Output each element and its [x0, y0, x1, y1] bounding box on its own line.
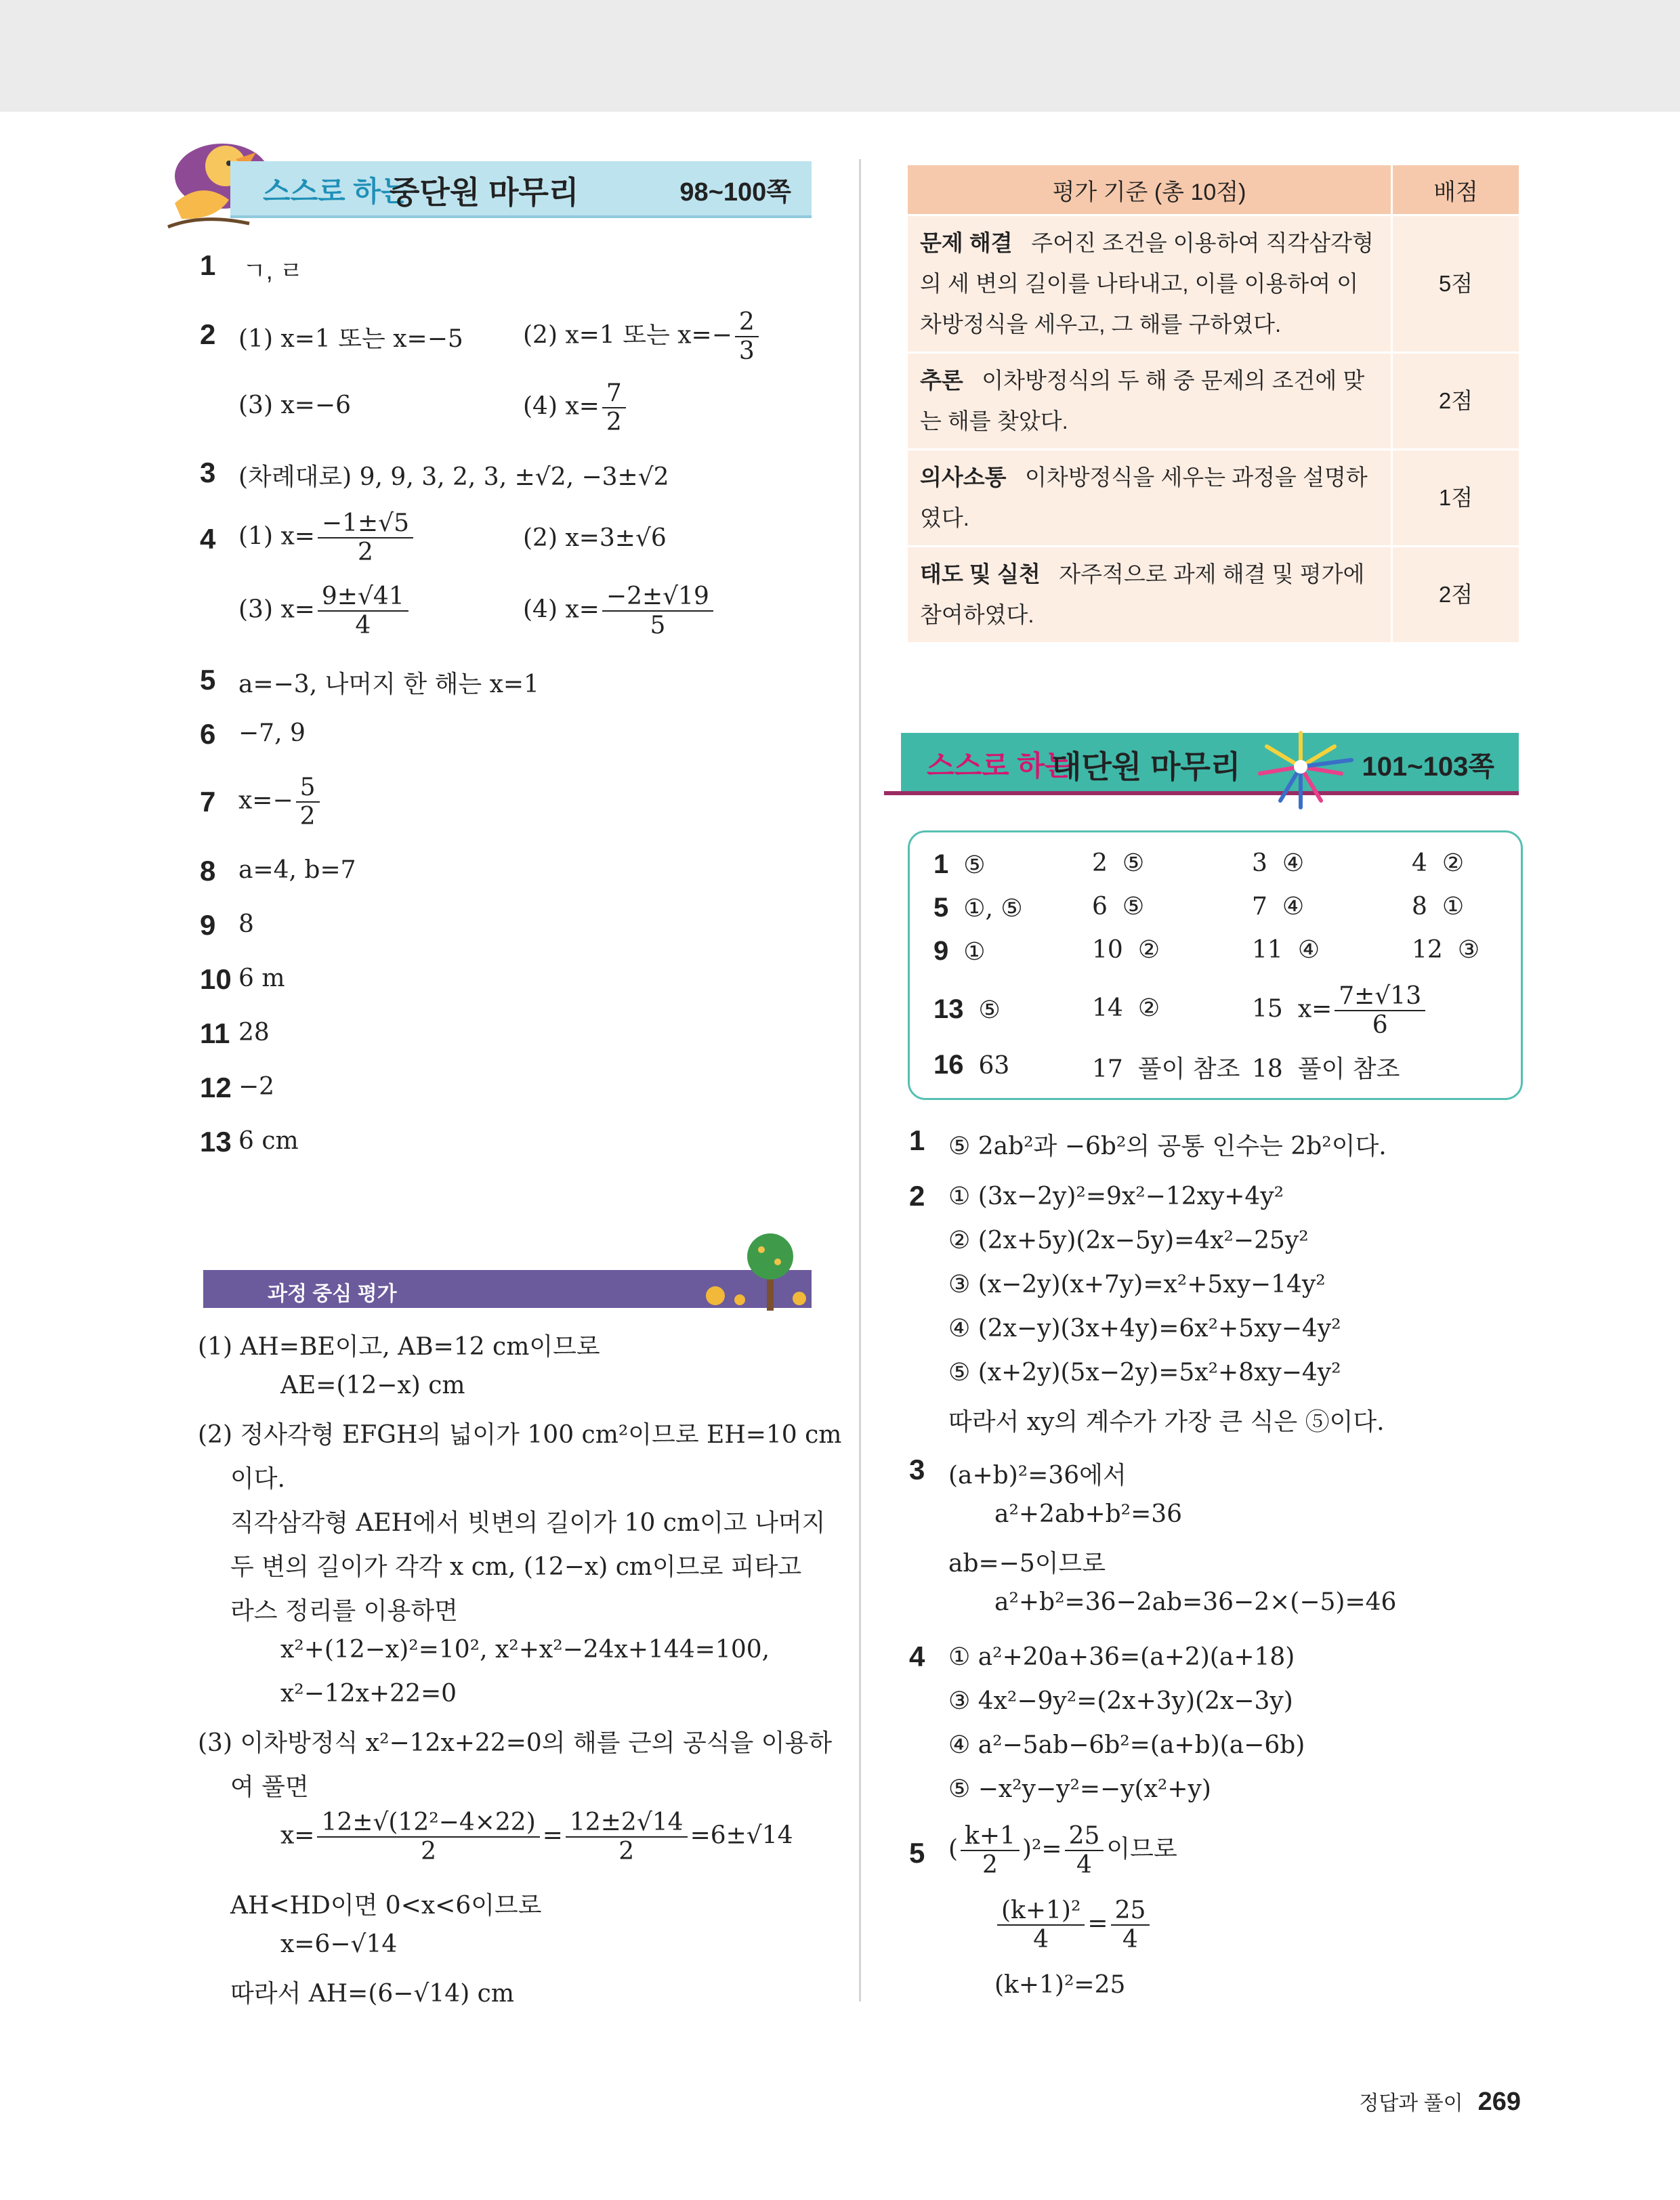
process-line-12: x= $\frac{\text{12±√(12²−4×22)}}{2}$ = $\frac{12\pm 2√14}{2}$ =6±√14 — [280, 1808, 793, 1866]
grid-answer-value: ④ — [1282, 849, 1305, 877]
process-eval-title: 과정 중심 평가 — [268, 1283, 397, 1305]
solution-number-3: 3 — [909, 1454, 925, 1485]
answer-4-2: (2) x=3±√6 — [523, 524, 667, 552]
grid-answer-value: ⑤ — [1122, 849, 1145, 877]
rubric-row — [908, 215, 1519, 353]
solution-number-4: 4 — [909, 1641, 925, 1672]
rubric-header-row — [908, 165, 1519, 215]
solution-2-line: ① (3x−2y)²=9x²−12xy+4y² — [948, 1183, 1284, 1210]
answer-number-11: 11 — [200, 1017, 230, 1049]
answer-10: 6 m — [238, 965, 285, 992]
grid-answer-15 — [1252, 982, 1428, 1040]
answer-number-13: 13 — [200, 1126, 232, 1158]
process-line-7: 라스 정리를 이용하면 — [230, 1597, 458, 1625]
top-margin-band — [0, 0, 1680, 112]
answer-1: ㄱ, ㄹ — [243, 257, 303, 284]
solution-5-line-1: ( $\frac{k+1}{2}$ )²= $\frac{25}{4}$ 이므로 — [948, 1822, 1177, 1880]
solution-3-line: ab=−5이므로 — [948, 1550, 1106, 1578]
solution-number-1: 1 — [909, 1124, 925, 1156]
grid-answer-10 — [1092, 936, 1160, 964]
grid-answer-value: ② — [1137, 936, 1160, 964]
process-line-9: x²−12x+22=0 — [280, 1680, 457, 1708]
answer-number-2: 2 — [200, 318, 216, 350]
answer-number-6: 6 — [200, 718, 216, 750]
grid-answer-number: 18 — [1252, 1055, 1283, 1083]
grid-answer-number: 9 — [933, 936, 949, 966]
answer-number-4: 4 — [200, 523, 216, 555]
rubric-row — [908, 353, 1519, 450]
process-line-5: 직각삼각형 AEH에서 빗변의 길이가 10 cm이고 나머지 — [230, 1509, 826, 1537]
process-line-3: (2) 정사각형 EFGH의 넓이가 100 cm²이므로 EH=10 cm — [198, 1421, 842, 1449]
answer-number-7: 7 — [200, 786, 216, 818]
header-prefix: 스스로 하는 — [263, 175, 408, 207]
rubric-header-criteria: 평가 기준 (총 10점) — [908, 165, 1392, 215]
rubric-criteria: 추론 이차방정식의 두 해 중 문제의 조건에 맞는 해를 찾았다. — [908, 353, 1392, 450]
answer-number-9: 9 — [200, 909, 216, 941]
answer-11: 28 — [238, 1019, 270, 1046]
grid-answer-number: 17 — [1092, 1055, 1123, 1083]
solution-4-line: ③ 4x²−9y²=(2x+3y)(2x−3y) — [948, 1687, 1293, 1715]
grid-answer-13 — [933, 994, 1001, 1025]
process-line-1: (1) AH=BE이고, AB=12 cm이므로 — [198, 1333, 600, 1361]
answer-13: 6 cm — [238, 1127, 299, 1155]
grid-answer-value: ①, ⑤ — [963, 895, 1023, 923]
grid-answer-number: 11 — [1252, 936, 1283, 964]
process-line-14: x=6−√14 — [280, 1930, 398, 1958]
grid-answer-5 — [933, 893, 1023, 923]
answer-number-5: 5 — [200, 664, 216, 696]
answer-2-1: (1) x=1 또는 x=−5 — [238, 325, 463, 353]
answer-2-2: (2) x=1 또는 x=− $\frac{2}{3}$ — [523, 308, 761, 366]
solution-1: ⑤ 2ab²과 −6b²의 공통 인수는 2b²이다. — [948, 1133, 1387, 1160]
grid-answer-number: 2 — [1092, 849, 1108, 877]
rubric-table — [908, 165, 1519, 642]
mid-review-header — [230, 161, 812, 215]
grid-answer-number: 6 — [1092, 893, 1108, 921]
header-underline — [884, 791, 1519, 795]
grid-answer-4 — [1412, 849, 1464, 877]
process-line-8: x²+(12−x)²=10², x²+x²−24x+144=100, — [280, 1636, 770, 1664]
header-title: 중단원 마무리 — [390, 175, 579, 210]
page-number: 269 — [1477, 2088, 1521, 2116]
grid-answer-value: 풀이 참조 — [1297, 1055, 1400, 1083]
header-pages: 98~100쪽 — [679, 178, 791, 207]
solution-number-2: 2 — [909, 1180, 925, 1212]
grid-answer-7 — [1252, 893, 1304, 921]
rubric-header-score: 배점 — [1392, 165, 1519, 215]
header-pages: 101~103쪽 — [1362, 752, 1494, 782]
grid-answer-3 — [1252, 849, 1304, 877]
grid-answer-value: 풀이 참조 — [1137, 1055, 1240, 1083]
answer-number-12: 12 — [200, 1072, 232, 1103]
solution-3-line: a²+2ab+b²=36 — [994, 1500, 1183, 1528]
grid-answer-value: ④ — [1297, 936, 1320, 964]
answer-2-3: (3) x=−6 — [238, 392, 351, 419]
rubric-score: 5점 — [1392, 215, 1519, 353]
solution-2-line: ② (2x+5y)(2x−5y)=4x²−25y² — [948, 1227, 1309, 1254]
grid-answer-number: 15 — [1252, 995, 1283, 1023]
solution-3-line: a²+b²=36−2ab=36−2×(−5)=46 — [994, 1588, 1397, 1616]
process-line-15: 따라서 AH=(6−√14) cm — [230, 1980, 514, 2008]
grid-answer-value: x= — [1297, 995, 1332, 1023]
solution-2-line: ③ (x−2y)(x+7y)=x²+5xy−14y² — [948, 1271, 1326, 1298]
grid-answer-number: 13 — [933, 994, 964, 1024]
grid-answer-number: 3 — [1252, 849, 1267, 877]
answer-12: −2 — [238, 1073, 275, 1101]
firework-decoration-icon — [1240, 726, 1362, 814]
grid-answer-17 — [1092, 1050, 1240, 1084]
grid-answer-number: 5 — [933, 893, 949, 923]
solution-3-line: (a+b)²=36에서 — [948, 1462, 1127, 1489]
rubric-criteria: 문제 해결 주어진 조건을 이용하여 직각삼각형의 세 변의 길이를 나타내고, 이를 이용하여 이차방정식을 세우고, 그 해를 구하였다. — [908, 215, 1392, 353]
rubric-criteria: 의사소통 이차방정식을 세우는 과정을 설명하였다. — [908, 450, 1392, 547]
grid-answer-16 — [933, 1050, 1009, 1080]
solution-number-5: 5 — [909, 1837, 925, 1869]
grid-answer-number: 4 — [1412, 849, 1427, 877]
solution-2-line: 따라서 xy의 계수가 가장 큰 식은 ⑤이다. — [948, 1408, 1385, 1436]
header-prefix: 스스로 하는 — [927, 750, 1072, 782]
grid-answer-9 — [933, 936, 986, 967]
process-line-6: 두 변의 길이가 각각 x cm, (12−x) cm이므로 피타고 — [230, 1553, 802, 1581]
process-line-11: 여 풀면 — [230, 1773, 309, 1801]
answer-6: −7, 9 — [238, 719, 306, 747]
answer-5: a=−3, 나머지 한 해는 x=1 — [238, 671, 539, 698]
answer-number-8: 8 — [200, 855, 216, 887]
answer-4-1: (1) x= $\frac{-1\pm√5}{2}$ — [238, 509, 416, 567]
grid-answer-value: ⑤ — [978, 996, 1001, 1024]
grid-answer-value: ⑤ — [963, 851, 986, 879]
grid-answer-number: 14 — [1092, 994, 1123, 1022]
tree-decoration-icon — [691, 1229, 813, 1311]
answer-number-3: 3 — [200, 457, 216, 488]
grid-answer-number: 7 — [1252, 893, 1267, 921]
rubric-criteria: 태도 및 실천 자주적으로 과제 해결 및 평가에 참여하였다. — [908, 547, 1392, 643]
solution-5-line-2: $\frac{\text{(k+1)²}}{4}$ = $\frac{25}{4}$ — [994, 1897, 1152, 1954]
solution-5-line-3: (k+1)²=25 — [994, 1971, 1126, 1999]
grid-answer-number: 12 — [1412, 936, 1443, 964]
process-line-2: AE=(12−x) cm — [280, 1372, 465, 1399]
column-divider — [859, 159, 861, 2002]
grid-answer-1 — [933, 849, 986, 880]
grid-answer-fraction: $\frac{7\pm√13}{6}$ — [1335, 982, 1425, 1040]
answer-9: 8 — [238, 910, 254, 938]
answer-4-3: (3) x= $\frac{9\pm√41}{4}$ — [238, 583, 411, 640]
answer-4-4: (4) x= $\frac{-2\pm√19}{5}$ — [523, 583, 716, 640]
big-review-header — [901, 733, 1519, 791]
grid-answer-value: ① — [1442, 893, 1465, 921]
solution-4-line: ⑤ −x²y−y²=−y(x²+y) — [948, 1775, 1211, 1803]
answer-2-4: (4) x= $\frac{7}{2}$ — [523, 379, 629, 437]
process-line-4: 이다. — [230, 1465, 285, 1493]
grid-answer-8 — [1412, 893, 1464, 921]
rubric-score: 1점 — [1392, 450, 1519, 547]
grid-answer-14 — [1092, 994, 1160, 1022]
grid-answer-11 — [1252, 936, 1320, 964]
grid-answer-value: ② — [1442, 849, 1465, 877]
solution-4-line: ① a²+20a+36=(a+2)(a+18) — [948, 1643, 1295, 1671]
grid-answer-number: 1 — [933, 849, 949, 879]
footer-label: 정답과 풀이 — [1359, 2092, 1463, 2115]
rubric-score: 2점 — [1392, 353, 1519, 450]
grid-answer-value: ② — [1137, 994, 1160, 1022]
grid-answer-18 — [1252, 1050, 1400, 1084]
header-title: 대단원 마무리 — [1051, 749, 1241, 784]
grid-answer-number: 8 — [1412, 893, 1427, 921]
rubric-row — [908, 547, 1519, 643]
solution-2-line: ⑤ (x+2y)(5x−2y)=5x²+8xy−4y² — [948, 1359, 1341, 1387]
solution-2-line: ④ (2x−y)(3x+4y)=6x²+5xy−4y² — [948, 1315, 1341, 1342]
grid-answer-6 — [1092, 893, 1144, 921]
grid-answer-value: ① — [963, 938, 986, 966]
page-footer — [1359, 2086, 1521, 2117]
answer-8: a=4, b=7 — [238, 856, 356, 884]
process-line-13: AH<HD이면 0<x<6이므로 — [230, 1892, 542, 1920]
grid-answer-value: ③ — [1457, 936, 1480, 964]
answer-7: x=− $\frac{5}{2}$ — [238, 774, 322, 831]
grid-answer-2 — [1092, 849, 1144, 877]
grid-answer-number: 16 — [933, 1050, 964, 1080]
rubric-score: 2점 — [1392, 547, 1519, 643]
grid-answer-number: 10 — [1092, 936, 1123, 964]
answer-number-1: 1 — [200, 249, 216, 281]
rubric-row — [908, 450, 1519, 547]
grid-answer-value: 63 — [978, 1052, 1010, 1080]
grid-answer-value: ⑤ — [1122, 893, 1145, 921]
solution-4-line: ④ a²−5ab−6b²=(a+b)(a−6b) — [948, 1731, 1305, 1759]
header-underline — [230, 215, 812, 218]
process-line-10: (3) 이차방정식 x²−12x+22=0의 해를 근의 공식을 이용하 — [198, 1729, 833, 1757]
grid-answer-value: ④ — [1282, 893, 1305, 921]
answer-number-10: 10 — [200, 963, 232, 995]
answer-3: (차례대로) 9, 9, 3, 2, 3, ±√2, −3±√2 — [238, 463, 669, 491]
grid-answer-12 — [1412, 936, 1479, 964]
